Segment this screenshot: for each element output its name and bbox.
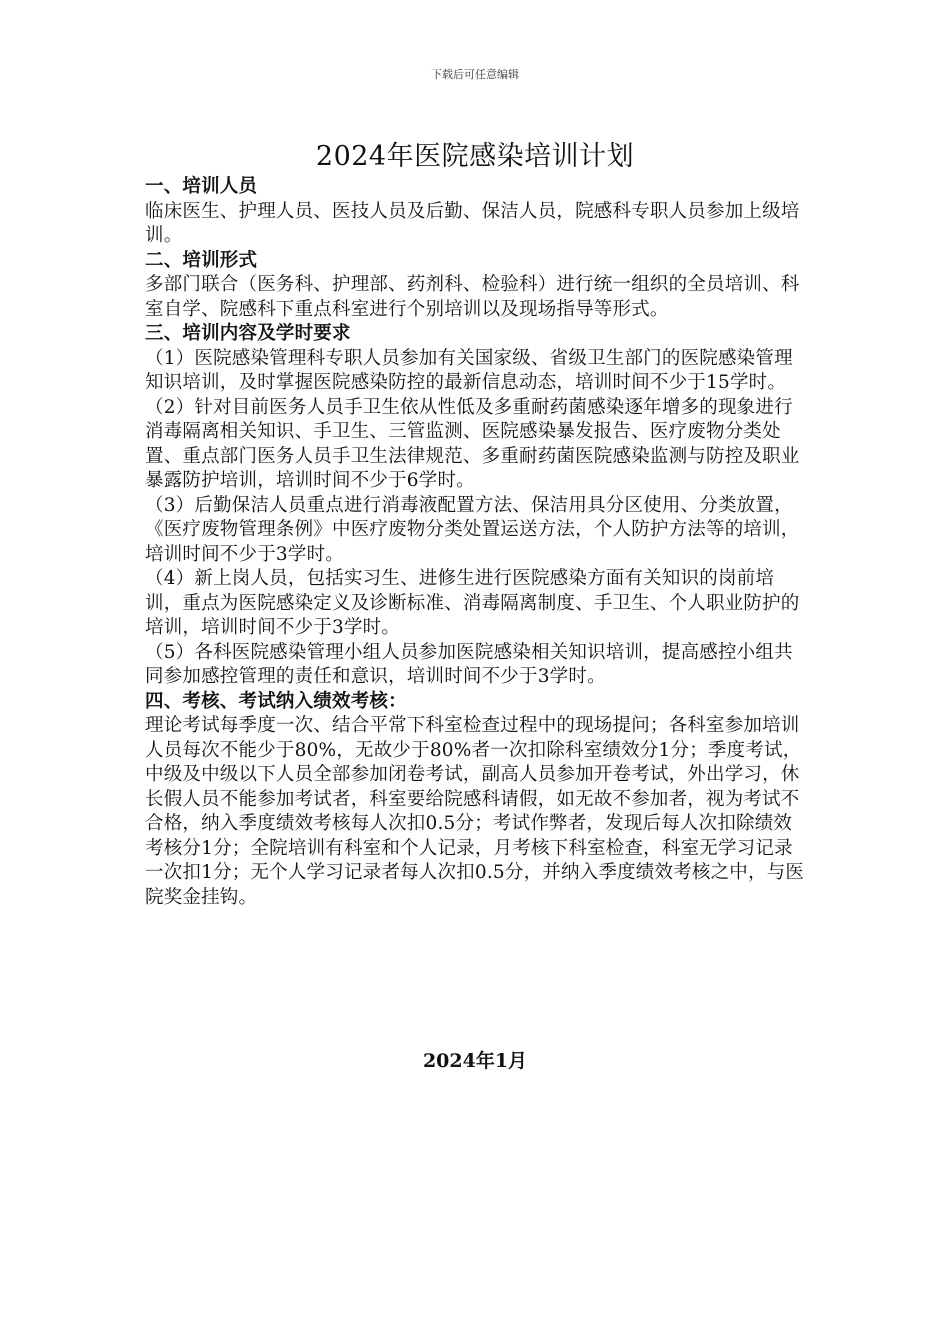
content-item-4: （4）新上岗人员，包括实习生、进修生进行医院感染方面有关知识的岗前培训，重点为医院感染定义及诊断标准、消毒隔离制度、手卫生、个人职业防护的培训，培训时间不少于3学时。 [145, 568, 800, 638]
header-note: 下载后可任意编辑 [431, 68, 519, 81]
section-text-format: 多部门联合（医务科、护理部、药剂科、检验科）进行统一组织的全员培训、科室自学、院感科下重点科室进行个别培训以及现场指导等形式。 [145, 274, 800, 320]
content-item-5: （5）各科医院感染管理小组人员参加医院感染相关知识培训，提高感控小组共同参加感控管理的责任和意识，培训时间不少于3学时。 [145, 641, 793, 687]
document-date: 2024年1月 [422, 1050, 528, 1072]
section-text-assessment: 理论考试每季度一次、结合平常下科室检查过程中的现场提问；各科室参加培训人员每次不能少于80%，无故少于80%者一次扣除科室绩效分1分；季度考试，中级及中级以下人员全部参加闭卷考试，副高人员参加开卷考试，外出学习，休长假人员不能参加考试者，科室要给院感科请假，如无故不参加者，视为考试不合格，纳入季度绩效考核每人次扣0.5分；考试作弊者，发现后每人次扣除绩效考核分1分；全院培训有科室和个人记录，月考核下科室检查，科室无学习记录一次扣1分；无个人学习记录者每人次扣0.5分，并纳入季度绩效考核之中，与医院奖金挂钩。 [145, 715, 805, 908]
content-item-2: （2）针对目前医务人员手卫生依从性低及多重耐药菌感染逐年增多的现象进行消毒隔离相关知识、手卫生、三管监测、医院感染暴发报告、医疗废物分类处置、重点部门医务人员手卫生法律规范、多重耐药菌医院感染监测与防控及职业暴露防护培训，培训时间不少于6学时。 [145, 396, 800, 491]
section-heading-format: 二、培训形式 [145, 249, 258, 271]
document-title: 2024年医院感染培训计划 [315, 141, 635, 172]
content-item-3: （3）后勤保洁人员重点进行消毒液配置方法、保洁用具分区使用、分类放置，《医疗废物管理条例》中医疗废物分类处置运送方法，个人防护方法等的培训，培训时间不少于3学时。 [145, 494, 800, 565]
section-text-personnel: 临床医生、护理人员、医技人员及后勤、保洁人员，院感科专职人员参加上级培训。 [145, 200, 800, 246]
section-heading-assessment: 四、考核、考试纳入绩效考核： [145, 690, 407, 712]
content-item-1: （1）医院感染管理科专职人员参加有关国家级、省级卫生部门的医院感染管理知识培训，及时掌握医院感染防控的最新信息动态，培训时间不少于15学时。 [145, 347, 793, 393]
section-heading-personnel: 一、培训人员 [145, 176, 258, 197]
section-heading-content: 三、培训内容及学时要求 [145, 323, 351, 344]
document-body [145, 175, 810, 910]
